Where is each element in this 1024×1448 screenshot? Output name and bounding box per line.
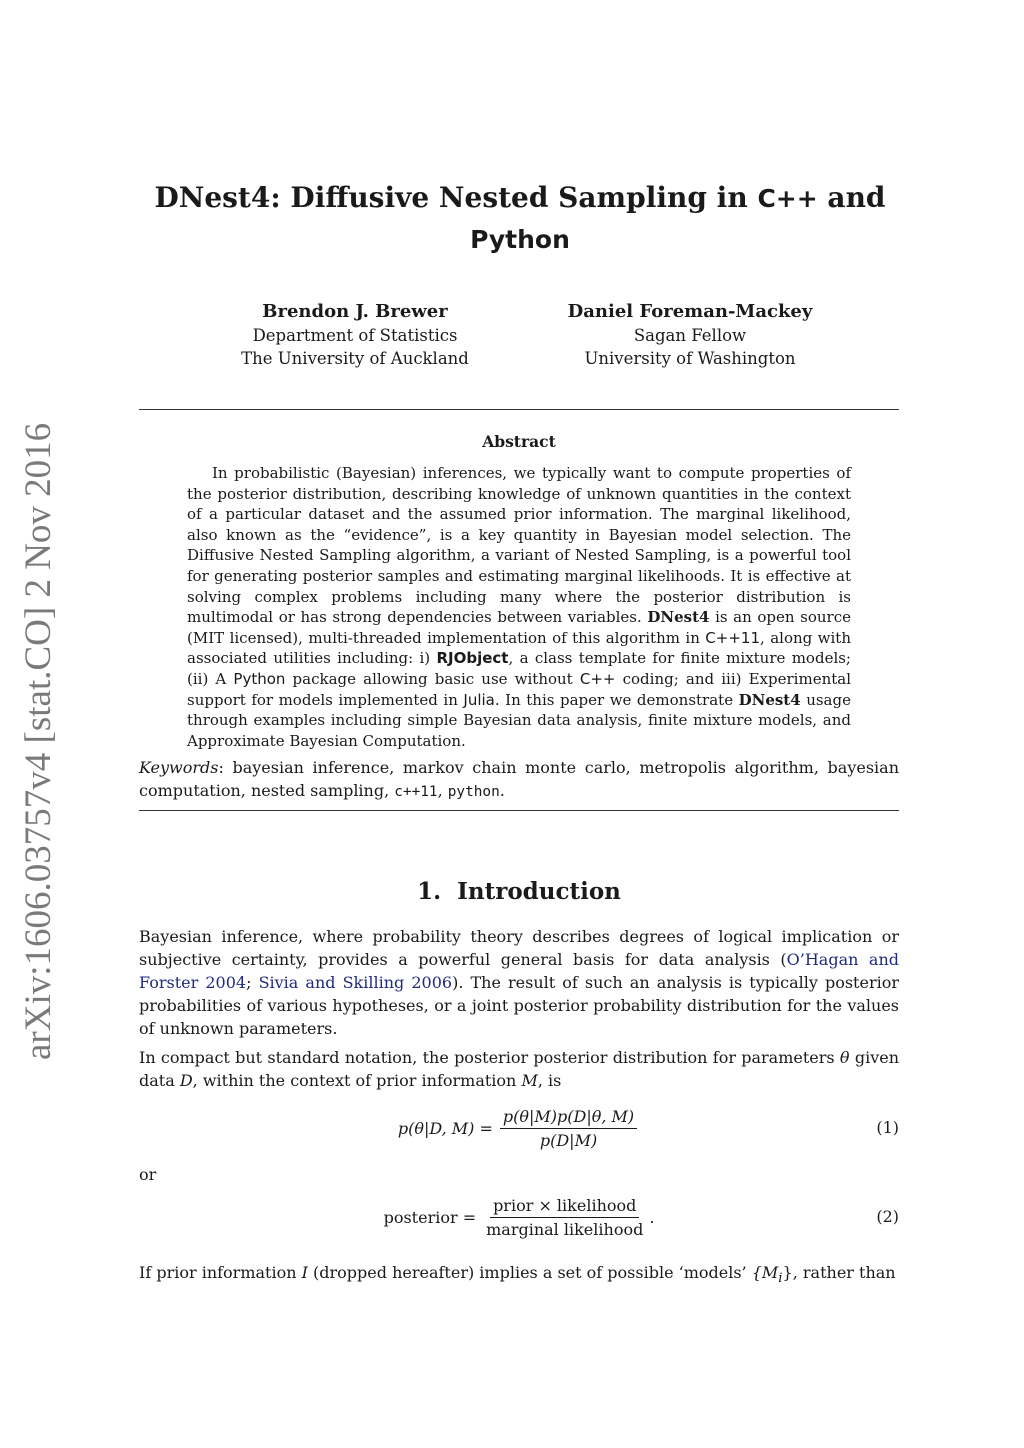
equation-lhs: posterior = — [383, 1207, 477, 1227]
text: coding; and iii) Experimental support for models implemented in — [187, 669, 851, 709]
text: In compact but standard notation, the posterior posterior distribution for parameters — [139, 1048, 840, 1067]
text: In probabilistic (Bayesian) inferences, we typically want to compute properties of the posterior distribution, describing knowledge of unknown quantities in the context of a particular dataset and the assumed prior information. The marginal likelihood, also known as the “evidence”, is a key quantity in Bayesian model selection. The Diffusive Nested Sampling algorithm, a variant of Nested Sampling, is a powerful tool for generating posterior samples and estimating marginal likelihoods. It is effective at solving complex problems including many where the posterior distribution is multimodal or has strong dependencies between variables. — [187, 464, 851, 627]
text: , rather than — [792, 1263, 896, 1282]
section-number: 1. — [417, 878, 442, 905]
author-block — [540, 300, 840, 370]
citation-link[interactable]: Sivia and Skilling 2006 — [258, 973, 453, 992]
text: If prior information — [139, 1263, 302, 1282]
author-affiliation: Sagan Fellow — [633, 326, 747, 345]
author-name: Daniel Foreman-Mackey — [567, 301, 813, 322]
text: ). The result of such an analysis is typically posterior probabilities of various hypotheses, or a joint posterior probability distribution for the values of unknown parameters. — [139, 973, 900, 1038]
text: given data — [139, 1048, 899, 1090]
text: , a class template for finite mixture models; (ii) A — [187, 649, 851, 688]
code-term: Python — [233, 669, 286, 688]
divider — [139, 409, 899, 410]
math-variable: θ — [839, 1048, 850, 1067]
keywords-label: Keywords — [139, 758, 219, 777]
title-and: and — [817, 181, 886, 214]
text: package allowing basic use without — [285, 669, 580, 688]
fraction — [500, 1107, 637, 1150]
keyword-code: python — [447, 784, 500, 800]
keyword-code: c++11 — [394, 784, 438, 800]
equation-body — [139, 1103, 899, 1153]
math-variable: } — [782, 1263, 793, 1282]
author-affiliation: Department of Statistics — [252, 326, 458, 345]
code-term: C++ — [579, 669, 616, 688]
equation-body — [139, 1192, 899, 1242]
author-affiliation: The University of Auckland — [241, 349, 469, 368]
math-variable: D — [179, 1071, 193, 1090]
section-heading — [139, 878, 899, 905]
text: Bayesian inference, where probability theory describes degrees of logical implication or subjective certainty, provides a powerful general basis for data analysis ( — [139, 927, 899, 969]
arxiv-side-stamp: arXiv:1606.03757v4 [stat.CO] 2 Nov 2016 — [18, 422, 59, 1060]
abstract-body — [187, 463, 851, 751]
keywords-text: : bayesian inference, markov chain monte carlo, metropolis algorithm, bayesian computation, nested sampling, — [139, 758, 899, 800]
code-term: C++11 — [705, 628, 760, 647]
title-text: DNest4: Diffusive Nested Sampling in — [154, 181, 758, 214]
equation-lhs: p(θ|D, M) = — [397, 1118, 493, 1138]
keywords — [139, 756, 899, 804]
section-title: Introduction — [457, 878, 621, 905]
code-term: Julia — [463, 690, 495, 709]
text: . In this paper we demonstrate — [494, 690, 739, 709]
body-paragraph — [139, 1261, 899, 1290]
body-paragraph — [139, 925, 899, 1040]
author-name: Brendon J. Brewer — [262, 301, 448, 322]
divider — [139, 810, 899, 811]
equation-2 — [139, 1192, 899, 1242]
text: is an open source (MIT licensed), multi-threaded implementation of this algorithm in — [187, 608, 851, 647]
software-name: RJObject — [436, 649, 509, 668]
fraction-denominator: p(D|M) — [539, 1130, 598, 1150]
fraction — [483, 1196, 646, 1239]
fraction-numerator: p(θ|M)p(D|θ, M) — [500, 1107, 637, 1129]
body-paragraph — [139, 1046, 899, 1092]
body-paragraph: or — [139, 1165, 157, 1184]
math-variable: {M — [751, 1263, 779, 1282]
citation-link[interactable]: O’Hagan and Forster 2004 — [139, 950, 900, 992]
fraction-numerator: prior × likelihood — [490, 1196, 639, 1218]
text: , — [437, 781, 448, 800]
math-subscript: i — [778, 1271, 783, 1287]
text: (dropped hereafter) implies a set of possible ‘models’ — [307, 1263, 752, 1282]
text: , along with associated utilities including: i) — [187, 628, 851, 668]
equation-number: (1) — [876, 1118, 899, 1137]
text: usage through examples including simple Bayesian data analysis, finite mixture models, and Approximate Bayesian Computation. — [187, 690, 851, 750]
author-affiliation: University of Washington — [584, 349, 796, 368]
abstract-heading: Abstract — [482, 432, 556, 451]
software-name: DNest4 — [647, 608, 710, 627]
text: . — [499, 781, 505, 800]
abstract-paragraph — [187, 463, 851, 751]
text: ; — [246, 973, 259, 992]
math-variable: I — [301, 1263, 308, 1282]
math-variable: M — [521, 1071, 538, 1090]
equation-1 — [139, 1103, 899, 1153]
author-block — [205, 300, 505, 370]
text: . — [649, 1207, 655, 1227]
equation-number: (2) — [876, 1207, 899, 1226]
title-lang-python: Python — [470, 225, 570, 254]
software-name: DNest4 — [738, 690, 801, 709]
paper-title — [120, 178, 920, 260]
title-lang-cpp: C++ — [757, 184, 818, 213]
text: , within the context of prior information — [192, 1071, 522, 1090]
text: , is — [537, 1071, 562, 1090]
fraction-denominator: marginal likelihood — [486, 1219, 644, 1239]
